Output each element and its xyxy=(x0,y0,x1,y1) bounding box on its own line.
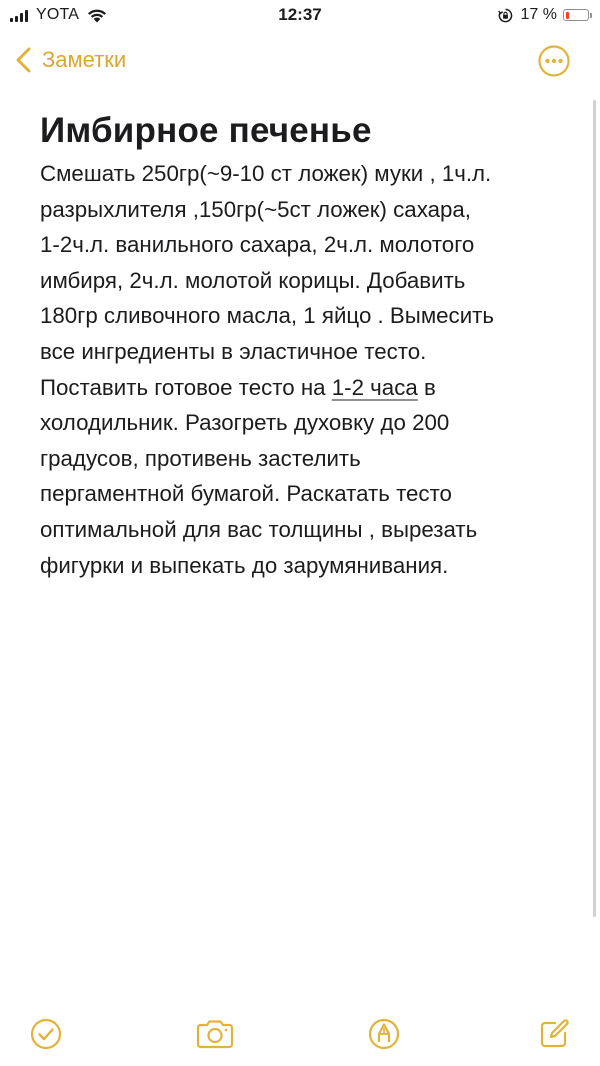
status-bar xyxy=(0,0,600,32)
note-line: оптимальной для вас толщины , вырезать xyxy=(40,516,478,542)
battery-icon xyxy=(563,9,589,21)
note-text-segment: Поставить готовое тесто на xyxy=(40,374,332,400)
checklist-icon xyxy=(30,1018,62,1050)
markup-button[interactable] xyxy=(364,1012,404,1056)
compose-button[interactable] xyxy=(534,1012,574,1056)
note-editor[interactable] xyxy=(40,110,570,583)
note-line: пергаментной бумагой. Раскатать тесто xyxy=(40,481,452,507)
bottom-toolbar xyxy=(0,1012,600,1056)
markup-pen-icon xyxy=(368,1018,400,1050)
status-right xyxy=(498,6,592,24)
battery-level-fill xyxy=(566,12,569,19)
more-options-button[interactable] xyxy=(538,45,570,77)
note-line: фигурки и выпекать до зарумянивания. xyxy=(40,552,449,578)
note-body[interactable] xyxy=(40,156,570,583)
checklist-button[interactable] xyxy=(26,1012,66,1056)
orientation-lock-icon xyxy=(498,8,513,23)
scroll-indicator[interactable] xyxy=(593,100,596,917)
note-text-segment: в xyxy=(417,374,436,400)
note-line: градусов, противень застелить xyxy=(40,445,361,471)
battery-nub xyxy=(590,13,592,18)
compose-icon xyxy=(538,1018,570,1050)
back-button-label: Заметки xyxy=(42,47,127,72)
detected-time-link[interactable]: 1-2 часа xyxy=(331,374,418,400)
carrier-name: YOTA xyxy=(36,6,80,23)
note-line: разрыхлителя ,150гр(~5ст ложек) сахара, xyxy=(40,196,471,222)
chevron-left-icon xyxy=(14,46,32,74)
note-line: имбиря, 2ч.л. молотой корицы. Добавить xyxy=(40,267,466,293)
note-title[interactable]: Имбирное печенье xyxy=(40,111,372,150)
back-button[interactable] xyxy=(14,46,126,74)
battery-percent: 17 % xyxy=(520,6,557,23)
ellipsis-circle-icon xyxy=(538,45,570,77)
note-line: все ингредиенты в эластичное тесто. xyxy=(40,338,427,364)
note-line: 180гр сливочного масла, 1 яйцо . Вымесить xyxy=(40,303,494,329)
status-time: 12:37 xyxy=(278,5,322,24)
camera-icon xyxy=(195,1019,235,1049)
note-line: холодильник. Разогреть духовку до 200 xyxy=(40,410,450,436)
note-line: 1-2ч.л. ванильного сахара, 2ч.л. молотого xyxy=(40,232,475,258)
camera-button[interactable] xyxy=(195,1012,235,1056)
note-line xyxy=(40,370,570,406)
note-line: Смешать 250гр(~9-10 ст ложек) муки , 1ч.л. xyxy=(40,161,492,186)
navigation-bar xyxy=(0,40,600,84)
